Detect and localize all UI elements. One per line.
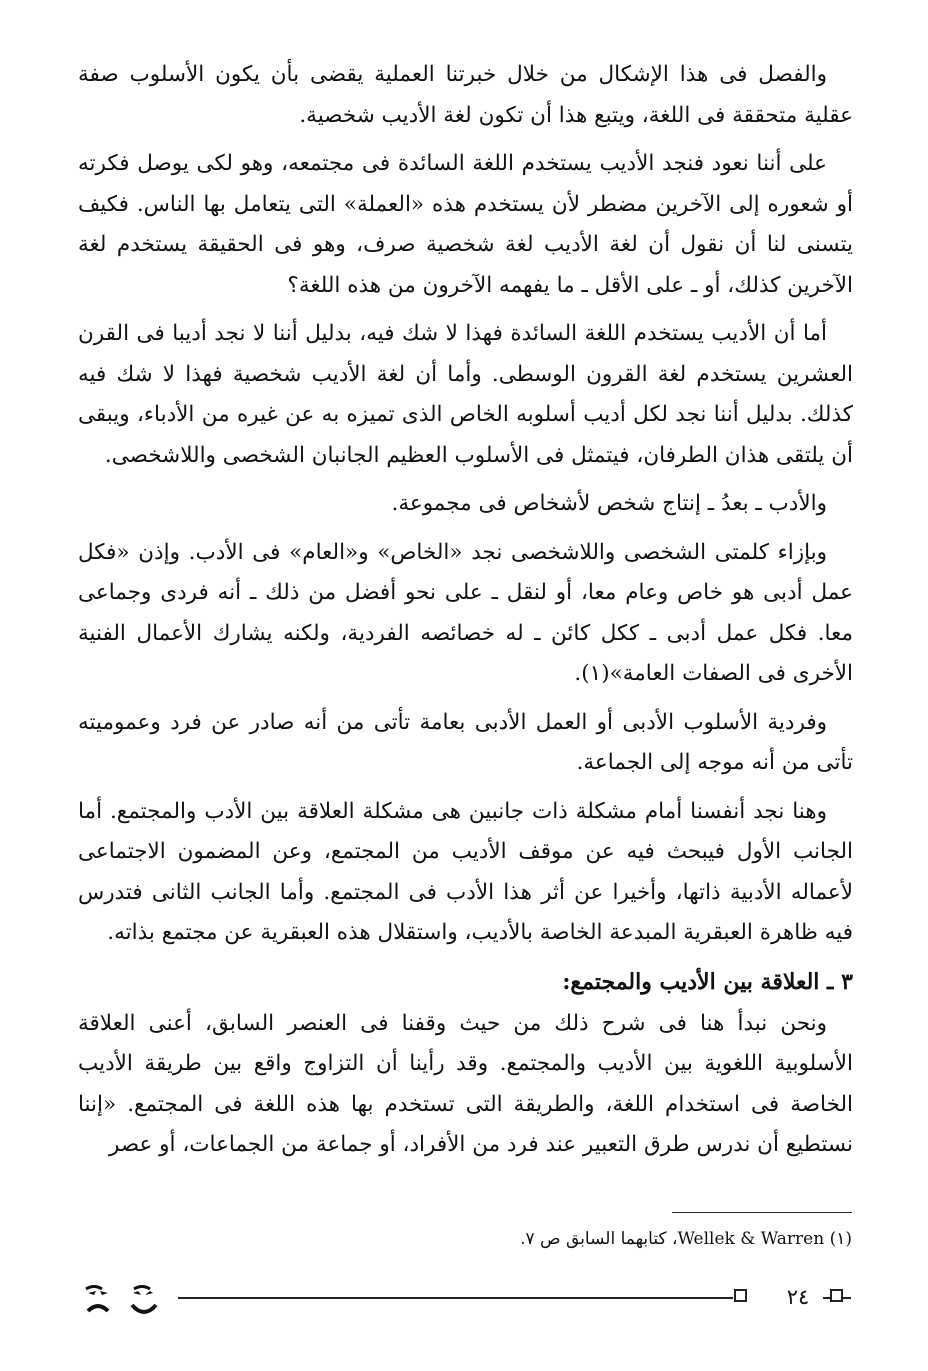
paragraph-3: أما أن الأديب يستخدم اللغة السائدة فهذا لا شك فيه، بدليل أننا لا نجد أديبا فى القرن العشرين يستخدم لغة القرون الوسطى. وأما أن لغة الأديب شخصية فهذا لا شك فيه كذلك. بدليل أننا نجد لكل أديب أسلوبه الخاص الذى تميزه به عن غيره من الأدباء، ويبقى أن يلتقى هذان الطرفان، فيتمثل فى الأسلوب العظيم الجانبان الشخصى واللاشخصى. [78, 321, 853, 468]
paragraph-5: وبإزاء كلمتى الشخصى واللاشخصى نجد «الخاص» و«العام» فى الأدب. وإذن «فكل عمل أدبى هو خاص وعام معا، أو لنقل ـ على نحو أفضل من ذلك ـ أنه فردى وجماعى معا. فكل عمل أدبى ـ ككل كائن ـ له خصائصه الفردية، ولكنه يشارك الأعمال الفنية الأخرى فى الصفات العامة»(١). [78, 539, 853, 686]
section-heading: ٣ ـ العلاقة بين الأديب والمجتمع: [562, 968, 853, 995]
paragraph-7: وهنا نجد أنفسنا أمام مشكلة ذات جانبين هى مشكلة العلاقة بين الأدب والمجتمع. أما الجانب الأول فيبحث فيه عن موقف الأديب من المجتمع، وعن المضمون الاجتماعى لأعماله الأدبية ذاتها، وأخيرا عن أثر هذا الأدب فى المجتمع. وأما الجانب الثانى فتدرس فيه ظاهرة العبقرية المبدعة الخاصة بالأديب، واستقلال هذه العبقرية عن مجتمع بذاته. [78, 798, 853, 945]
paragraph-4: والأدب ـ بعدُ ـ إنتاج شخص لأشخاص فى مجموعة. [391, 491, 827, 516]
page-body [78, 55, 853, 1174]
theater-masks-icon [78, 1281, 170, 1321]
footnote-divider [672, 1212, 852, 1213]
square-ornament-icon [830, 1289, 843, 1302]
footnote: (١) Wellek & Warren، كتابهما السابق ص ٧. [520, 1229, 852, 1249]
page-footer [78, 1283, 853, 1313]
section-paragraph: ونحن نبدأ هنا فى شرح ذلك من حيث وقفنا فى العنصر السابق، أعنى العلاقة الأسلوبية اللغوية بين الأديب والمجتمع. وقد رأينا أن التزاوج واقع بين طريقة الأديب الخاصة فى استخدام اللغة، والطريقة التى تستخدم بها هذه اللغة فى المجتمع. «إننا نستطيع أن ندرس طرق التعبير عند فرد من الأفراد، أو جماعة من الجماعات، أو عصر [78, 1010, 853, 1157]
paragraph-1: والفصل فى هذا الإشكال من خلال خبرتنا العملية يقضى بأن يكون الأسلوب صفة عقلية متحققة فى اللغة، ويتبع هذا أن تكون لغة الأديب شخصية. [78, 62, 853, 128]
paragraph-6: وفردية الأسلوب الأدبى أو العمل الأدبى بعامة تأتى من أنه صادر عن فرد وعموميته تأتى من أنه موجه إلى الجماعة. [78, 709, 853, 775]
footer-line [178, 1297, 733, 1299]
page-number: ٢٤ [786, 1285, 810, 1309]
paragraph-2: على أننا نعود فنجد الأديب يستخدم اللغة السائدة فى مجتمعه، وهو لكى يوصل فكرته أو شعوره إلى الآخرين مضطر لأن يستخدم هذه «العملة» التى يتعامل بها الناس. فكيف يتسنى لنا أن نقول أن لغة الأديب لغة شخصية صرف، وهو فى الحقيقة يستخدم لغة الآخرين كذلك، أو ـ على الأقل ـ ما يفهمه الآخرون من هذه اللغة؟ [78, 151, 853, 298]
square-ornament-icon [734, 1289, 747, 1302]
